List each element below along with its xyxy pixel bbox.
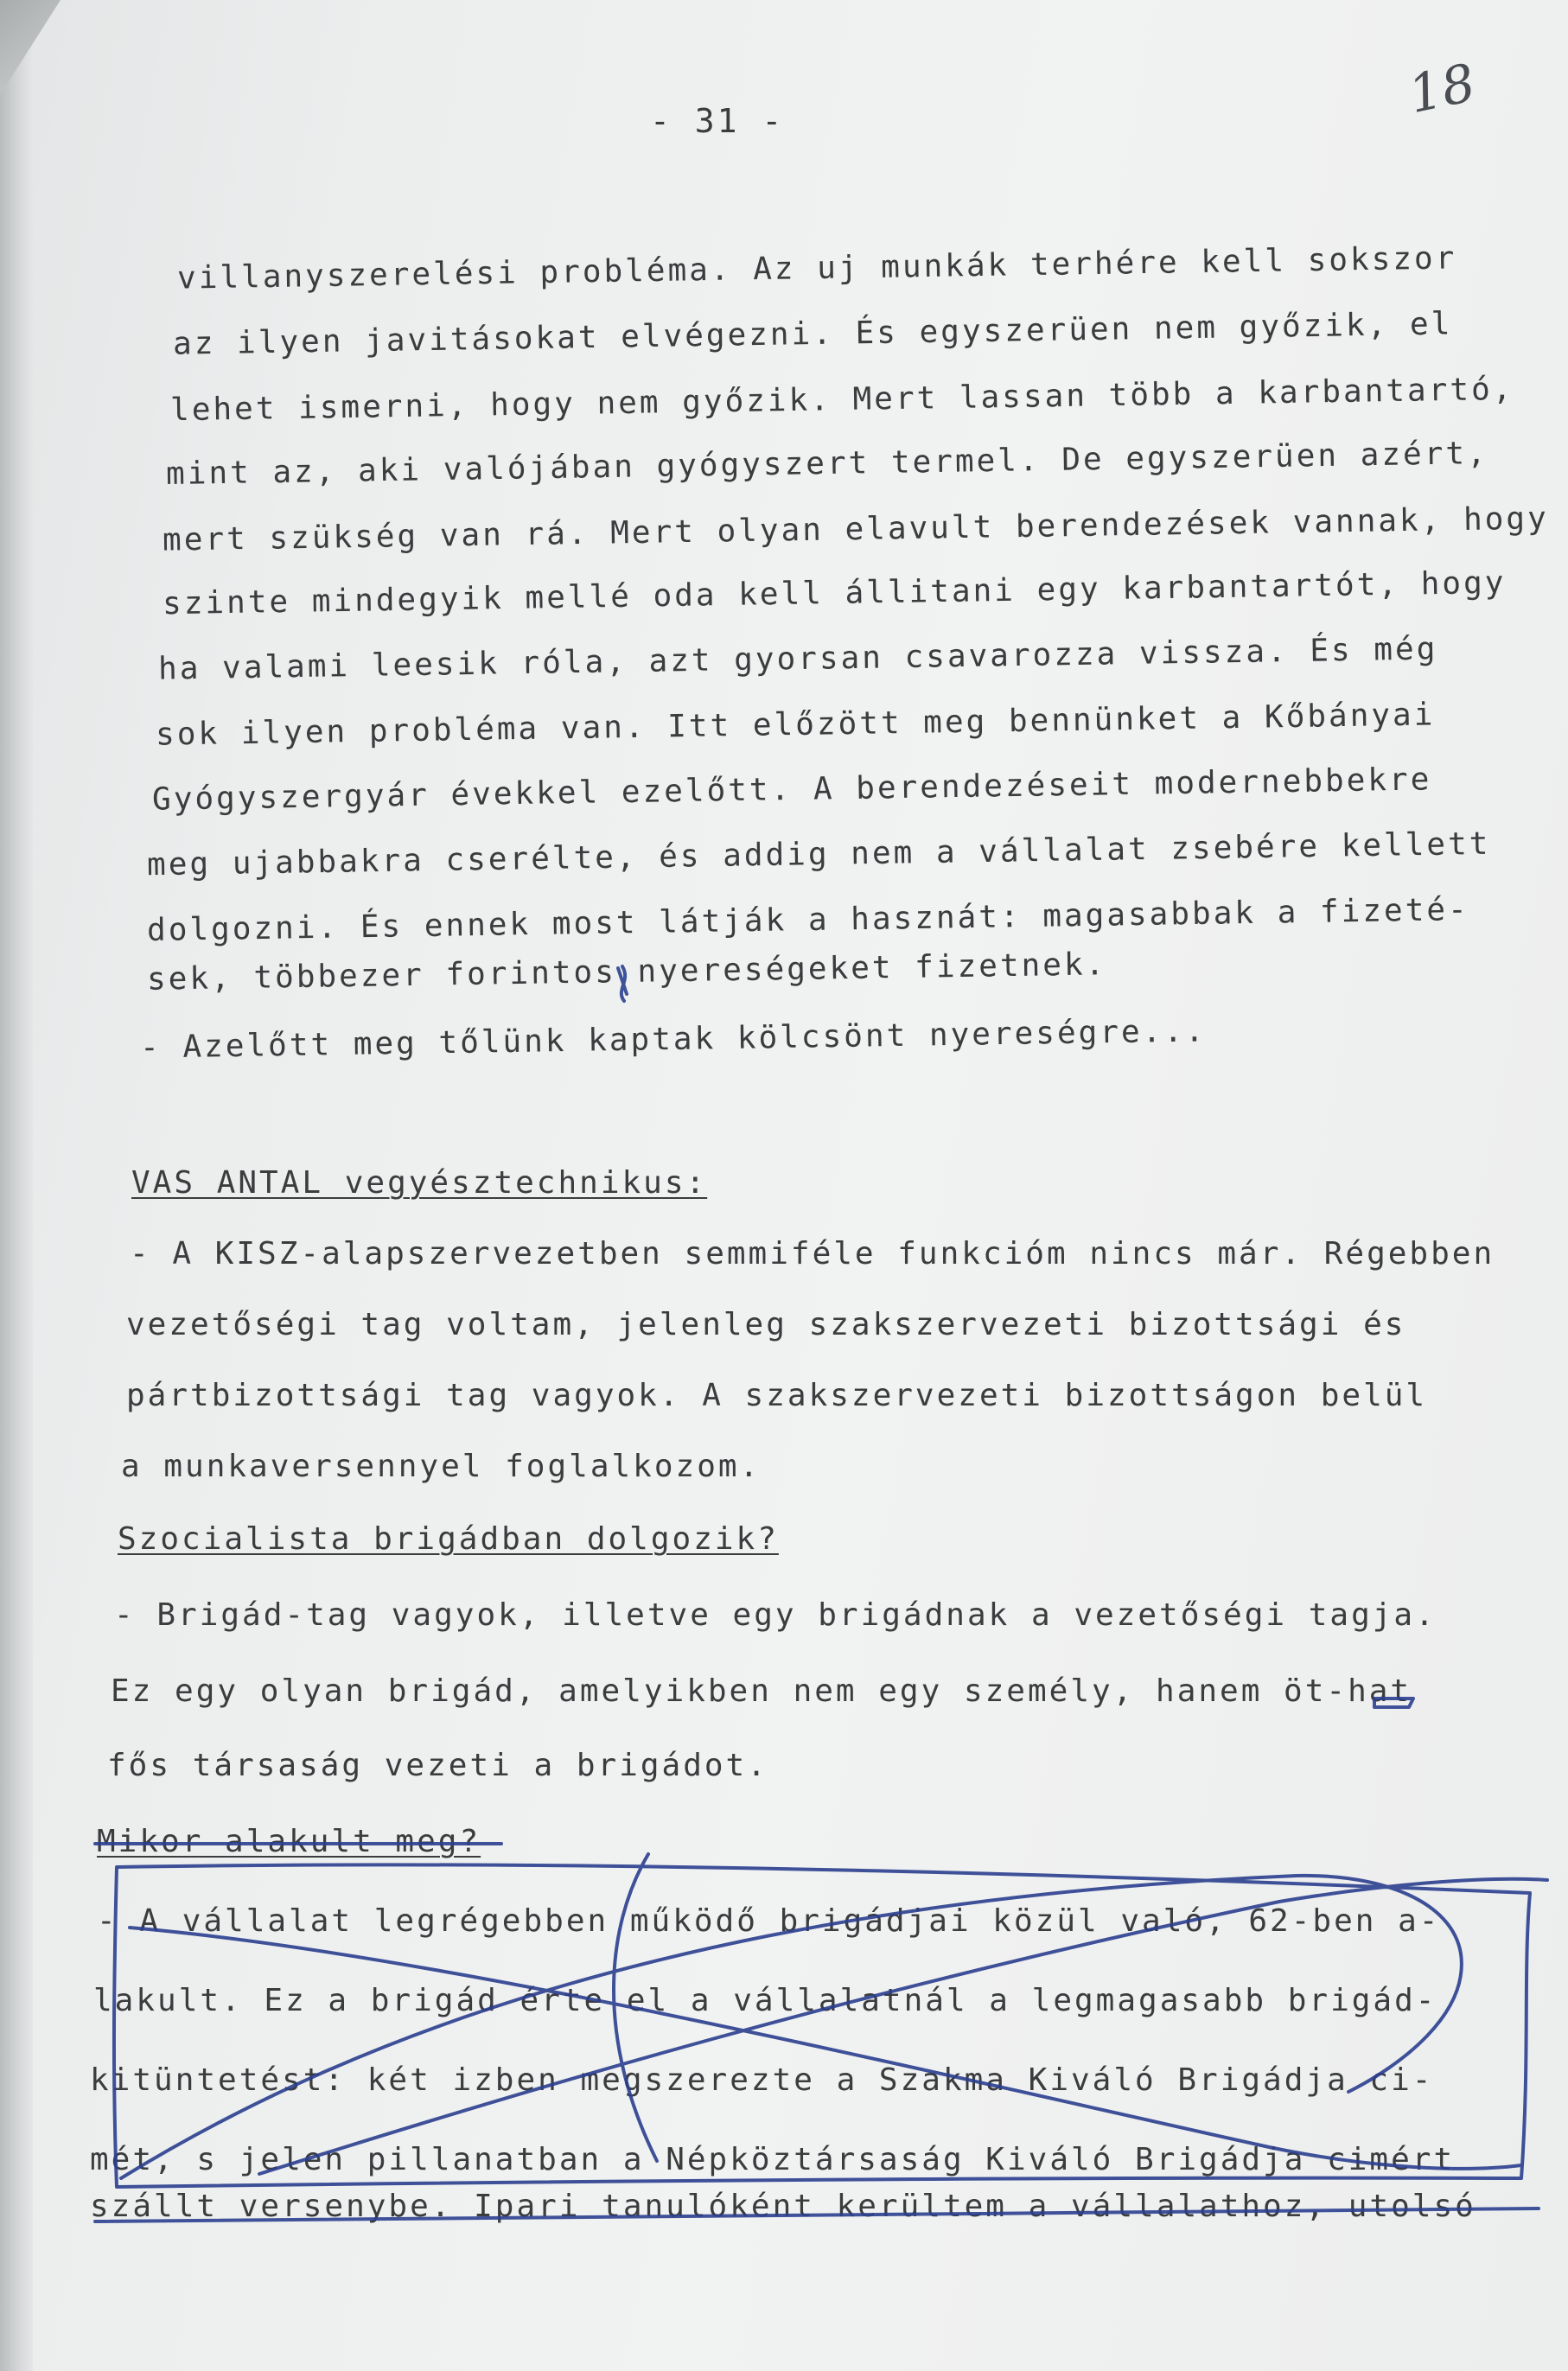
text-line: Ez egy olyan brigád, amelyikben nem egy személy, hanem öt-hat: [111, 1673, 1412, 1709]
text-line: lakult. Ez a brigád érte el a vállalatnál a legmagasabb brigád-: [93, 1983, 1437, 2018]
text-line: - A KISZ-alapszervezetben semmiféle funkcióm nincs már. Régebben: [130, 1236, 1495, 1272]
page-number: - 31 -: [650, 102, 785, 140]
text-line: sok ilyen probléma van. Itt előzött meg bennünket a Kőbányai: [155, 697, 1436, 753]
text-line: mert szükség van rá. Mert olyan elavult berendezések vannak, hogy: [162, 500, 1550, 558]
strike-through-line: [95, 2208, 1539, 2221]
text-line: villanyszerelési probléma. Az uj munkák terhére kell sokszor: [176, 240, 1457, 296]
text-line: pártbizottsági tag vagyok. A szakszervezeti bizottságon belül: [126, 1378, 1428, 1413]
text-line: a munkaversennyel foglalkozom.: [121, 1449, 762, 1484]
deletion-cross-stroke: [259, 1879, 1547, 2174]
text-line: lehet ismerni, hogy nem győzik. Mert lassan több a karbantartó,: [169, 371, 1514, 429]
text-line: - Brigád-tag vagyok, illetve egy brigádnak a vezetőségi tagja.: [114, 1597, 1437, 1633]
text-line: mint az, aki valójában gyógyszert termel. De egyszerüen azért,: [165, 435, 1489, 493]
text-line: kitüntetést: két izben megszerezte a Szakma Kiváló Brigádja ci-: [90, 2062, 1434, 2098]
text-line: mét, s jelen pillanatban a Népköztársaság Kiváló Brigádja cimért: [90, 2142, 1456, 2177]
text-line: fős társaság vezeti a brigádot.: [107, 1748, 768, 1783]
deletion-box: [114, 1864, 1530, 2187]
text-line: - A vállalat legrégebben működő brigádjai közül való, 62-ben a-: [97, 1903, 1441, 1939]
text-line: meg ujabbakra cserélte, és addig nem a vállalat zsebére kellett: [146, 825, 1491, 883]
text-line: sek, többezer forintos nyereségeket fizetnek.: [146, 946, 1107, 997]
interviewer-question: Szocialista brigádban dolgozik?: [118, 1521, 779, 1557]
speaker-heading: VAS ANTAL vegyésztechnikus:: [131, 1165, 708, 1201]
text-line: - Azelőtt meg tőlünk kaptak kölcsönt nyereségre...: [139, 1013, 1207, 1066]
text-line: az ilyen javitásokat elvégezni. És egyszerüen nem győzik, el: [172, 306, 1453, 362]
text-line: szállt versenybe. Ipari tanulóként kerültem a vállalathoz, utolsó: [90, 2189, 1476, 2224]
ink-scribble: [1374, 1699, 1413, 1707]
handwritten-page-number: 18: [1403, 52, 1481, 126]
deletion-cross-stroke: [130, 1928, 1521, 2169]
text-line: Gyógyszergyár évekkel ezelőtt. A berendezéseit modernebbekre: [151, 762, 1432, 818]
text-line: vezetőségi tag voltam, jelenleg szakszervezeti bizottsági és: [126, 1307, 1406, 1342]
interviewer-question: Mikor alakult meg?: [97, 1824, 481, 1859]
deletion-cross-stroke: [121, 1876, 1462, 2178]
text-line: dolgozni. És ennek most látják a hasznát: magasabbak a fizeté-: [146, 891, 1470, 949]
ink-scribble: [618, 966, 627, 1001]
text-line: szinte mindegyik mellé oda kell állitani egy karbantartót, hogy: [162, 564, 1507, 622]
text-line: ha valami leesik róla, azt gyorsan csavarozza vissza. És még: [157, 631, 1438, 687]
